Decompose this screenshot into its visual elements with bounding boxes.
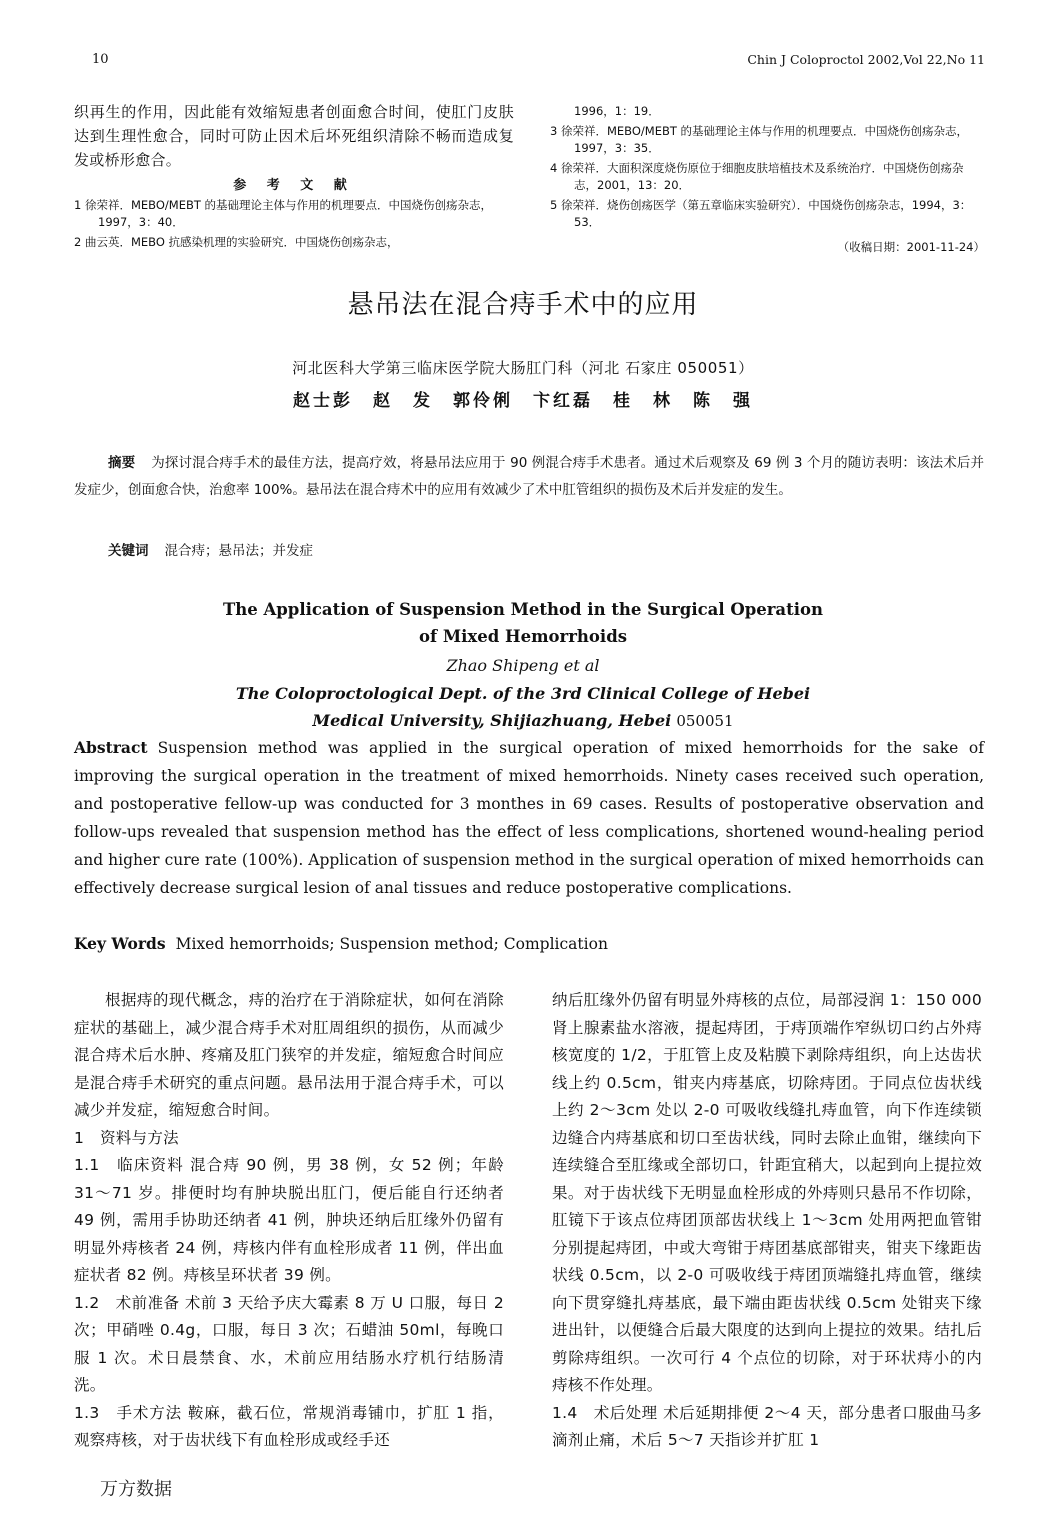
prev-article-continuation: 织再生的作用，因此能有效缩短患者创面愈合时间，使肛门皮肤达到生理性愈合，同时可防止因术后坏死组织清除不畅而造成复发或桥形愈合。 xyxy=(74,103,514,169)
journal-header: Chin J Coloproctol 2002,Vol 22,No 11 xyxy=(747,52,985,67)
affiliation-en-line2: Medical University, Shijiazhuang, Hebei xyxy=(312,711,672,730)
author-en: Zhao Shipeng et al xyxy=(446,656,600,675)
keywords-cn-text: 混合痔；悬吊法；并发症 xyxy=(164,543,313,559)
section-1-4-text: 术后延期排便 2～4 天，部分患者口服曲马多滴剂止痛，术后 5～7 天指诊并扩肛 1 xyxy=(552,1403,982,1449)
keywords-en-label: Key Words xyxy=(74,934,166,953)
section-1-3 xyxy=(74,1400,504,1455)
reference-item: 2 曲云英．MEBO 抗感染机理的实验研究．中国烧伤创疡杂志， xyxy=(74,235,399,249)
article-title-cn: 悬吊法在混合痔手术中的应用 xyxy=(347,290,699,320)
abstract-en xyxy=(74,734,984,902)
reference-item: 4 徐荣祥．大面积深度烧伤原位于细胞皮肤培植技术及系统治疗．中国烧伤创疡杂志，2001，13：20． xyxy=(550,161,964,192)
section-1-3-label: 1.3 手术方法 xyxy=(74,1403,183,1422)
affiliation-cn: 河北医科大学第三临床医学院大肠肛门科（河北 石家庄 050051） xyxy=(292,359,754,377)
authors-cn: 赵士彭 赵 发 郭伶俐 卞红磊 桂 林 陈 强 xyxy=(293,391,753,411)
keywords-cn xyxy=(108,538,313,565)
abstract-en-text: Suspension method was applied in the surgical operation of mixed hemorrhoids for the sake of improving the surgical operation in the treatment of mixed hemorrhoids. Ninety cases received such operation, and postoperative fellow-up was conducted for 3 monthes in 69 cases. Results of postoperative observation and follow-ups revealed that suspension method has the effect of less complications, shortened wound-healing period and higher cure rate (100%). Application of suspension method in the surgical operation of mixed hemorrhoids can effectively decrease surgical lesion of anal tissues and reduce postoperative complications. xyxy=(74,739,984,897)
references-heading: 参 考 文 献 xyxy=(233,178,355,193)
page-number: 10 xyxy=(92,52,109,67)
section-1-2 xyxy=(74,1290,504,1400)
section-1-3-continued: 纳后肛缘外仍留有明显外痔核的点位，局部浸润 1：150 000 肾上腺素盐水溶液，提起痔团，于痔顶端作窄纵切口约占外痔核宽度的 1/2，于肛管上皮及粘膜下剥除痔组织，向上达齿状线上约 0.5cm，钳夹内痔基底，切除痔团。于同点位齿状线上约 2～3cm 处以 2-0 可吸收线缝扎痔血管，向下作连续锁边缝合内痔基底和切口至齿状线，同时去除止血钳，继续向下连续缝合至肛缘或全部切口，针距宜稍大，以起到向上提拉效果。对于齿状线下无明显血栓形成的外痔则只悬吊不作切除，肛镜下于该点位痔团顶部齿状线上 1～3cm 处用两把血管钳分别提起痔团，中或大弯钳于痔团基底部钳夹，钳夹下缘距齿状线 0.5cm，以 2-0 可吸收线于痔团顶端缝扎痔血管，继续向下贯穿缝扎痔基底，最下端由距齿状线 0.5cm 处钳夹下缘进出针，以便缝合后最大限度的达到向上提拉的效果。结扎后剪除痔组织。一次可行 4 个点位的切除，对于环状痔小的内痔核不作处理。 xyxy=(552,991,982,1394)
prev-article-right xyxy=(550,103,985,255)
reference-item: 1996，1：19． xyxy=(574,104,660,118)
article-title-en-line1: The Application of Suspension Method in the Surgical Operation xyxy=(222,600,824,619)
abstract-cn-text: 为探讨混合痔手术的最佳方法，提高疗效，将悬吊法应用于 90 例混合痔手术患者。通过术后观察及 69 例 3 个月的随访表明：该法术后并发症少，创面愈合快，治愈率 100%。悬吊法在混合痔术中的应用有效减少了术中肛管组织的损伤及术后并发症的发生。 xyxy=(74,455,984,498)
affiliation-en-zip: 050051 xyxy=(676,712,734,730)
section-1-1-text: 混合痔 90 例，男 38 例，女 52 例；年龄 31～71 岁。排便时均有肿块脱出肛门，便后能自行还纳者 49 例，需用手协助还纳者 41 例，肿块还纳后肛缘外仍留有明显外痔核者 24 例，痔核内伴有血栓形成者 11 例，伴出血症状者 82 例。痔核呈环状者 39 例。 xyxy=(74,1156,505,1284)
affiliation-en-line1: The Coloproctological Dept. of the 3rd Clinical College of Hebei xyxy=(235,684,811,703)
abstract-cn xyxy=(74,450,984,504)
affiliation-en-line2-wrap xyxy=(0,707,1046,735)
body-left-column xyxy=(74,987,504,1455)
prev-article-left xyxy=(74,100,514,251)
body-right-column xyxy=(552,987,982,1455)
section-1-1-label: 1.1 临床资料 xyxy=(74,1156,184,1174)
section-1-heading: 1 资料与方法 xyxy=(74,1128,179,1147)
keywords-cn-label: 关键词 xyxy=(108,543,149,559)
abstract-cn-label: 摘要 xyxy=(108,455,136,471)
reference-item: 5 徐荣祥．烧伤创疡医学（第五章临床实验研究）．中国烧伤创疡杂志，1994，3：53． xyxy=(550,198,972,229)
section-1-3-text: 鞍麻，截石位，常规消毒铺巾，扩肛 1 指，观察痔核，对于齿状线下有血栓形成或经手还 xyxy=(74,1403,504,1449)
section-1-1 xyxy=(74,1152,504,1290)
section-1-2-label: 1.2 术前准备 xyxy=(74,1293,180,1312)
section-1-2-text: 术前 3 天给予庆大霉素 8 万 U 口服，每日 2 次；甲硝唑 0.4g，口服，每日 3 次；石蜡油 50ml，每晚口服 1 次。术日晨禁食、水，术前应用结肠水疗机行结肠清洗。 xyxy=(74,1293,504,1394)
received-date: （收稿日期：2001-11-24） xyxy=(837,240,985,254)
reference-item: 3 徐荣祥．MEBO/MEBT 的基础理论主体与作用的机理要点．中国烧伤创疡杂志，1997，3：35． xyxy=(550,124,969,155)
abstract-en-label: Abstract xyxy=(74,738,148,757)
section-1-4-label: 1.4 术后处理 xyxy=(552,1403,658,1422)
keywords-en-text: Mixed hemorrhoids; Suspension method; Complication xyxy=(175,935,608,953)
intro-paragraph: 根据痔的现代概念，痔的治疗在于消除症状，如何在消除症状的基础上，减少混合痔手术对肛周组织的损伤，从而减少混合痔术后水肿、疼痛及肛门狭窄的并发症，缩短愈合时间应是混合痔手术研究的重点问题。悬吊法用于混合痔手术，可以减少并发症，缩短愈合时间。 xyxy=(74,991,504,1119)
watermark-wanfang: 万方数据 xyxy=(100,1479,172,1500)
section-1-4 xyxy=(552,1400,982,1455)
reference-item: 1 徐荣祥．MEBO/MEBT 的基础理论主体与作用的机理要点．中国烧伤创疡杂志，1997，3：40． xyxy=(74,198,493,229)
article-title-en-line2: of Mixed Hemorrhoids xyxy=(418,627,628,646)
keywords-en xyxy=(74,930,984,958)
